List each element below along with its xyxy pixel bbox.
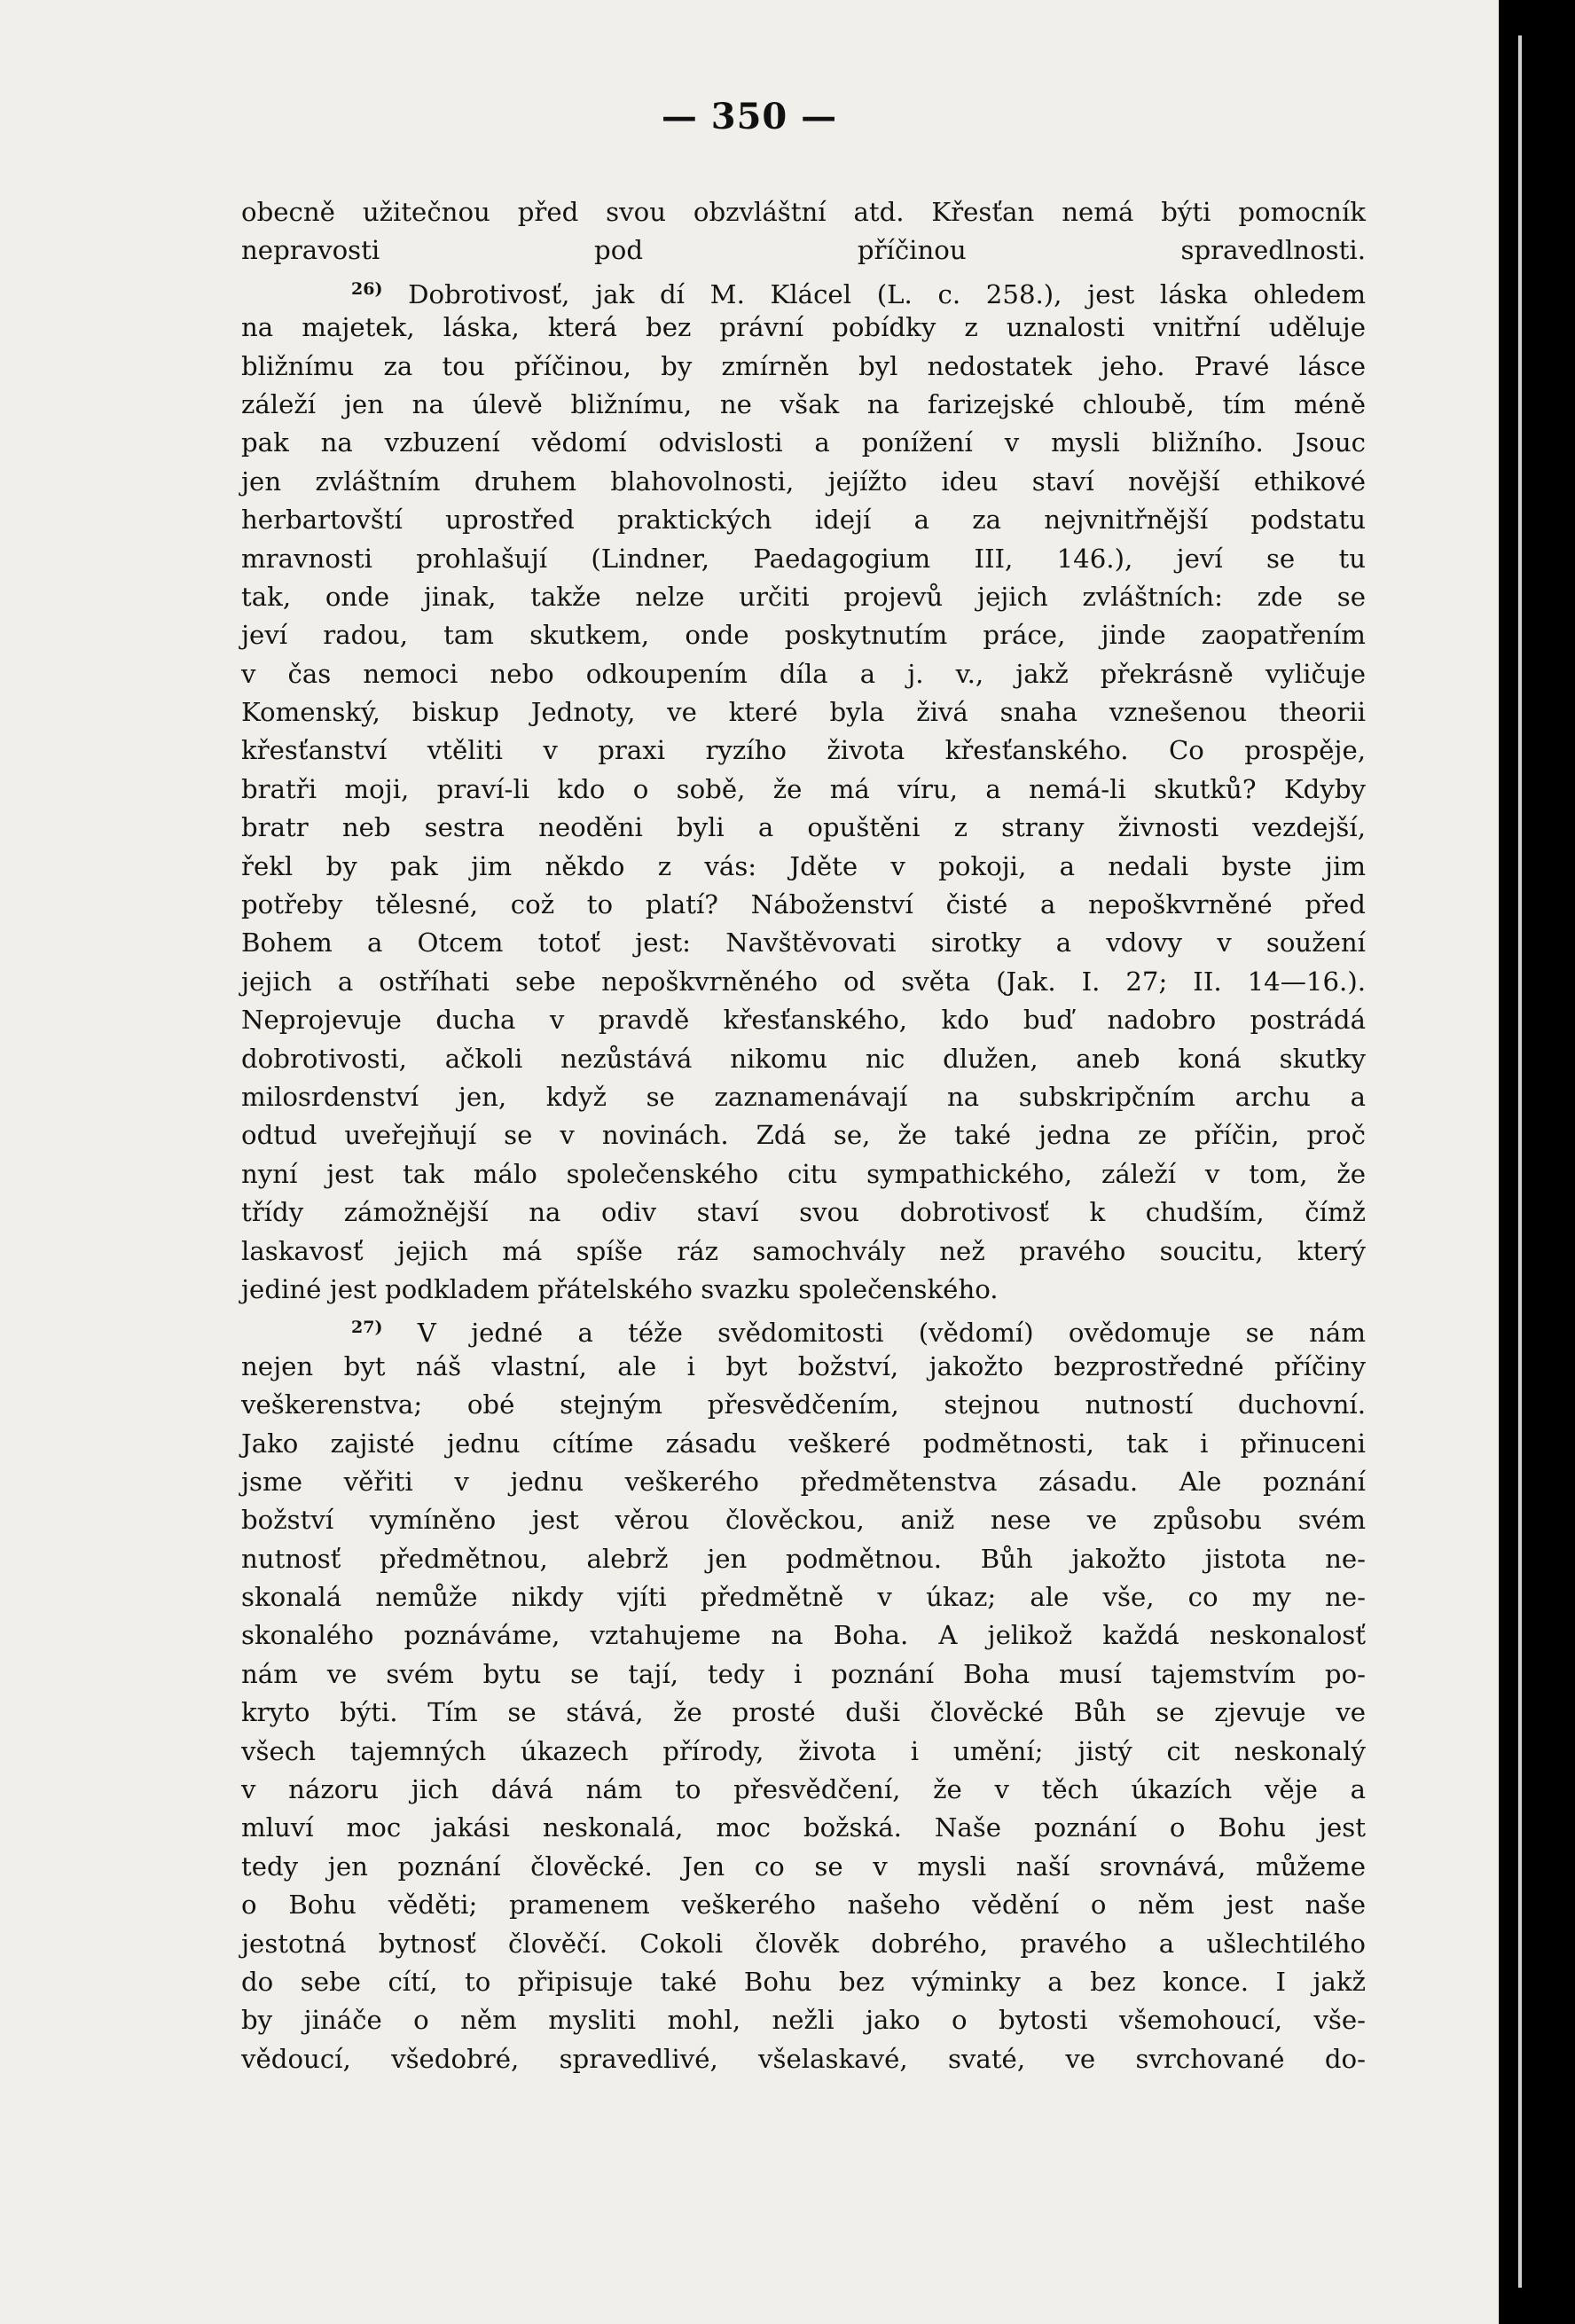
line-text: Neprojevuje ducha v pravdě křesťanského, kdo buď nadobro postrádá [241, 1005, 1366, 1036]
text-line [241, 1040, 1366, 1078]
line-text: bratr neb sestra neoděni byli a opuštěni z strany živnosti vezdejší, [241, 812, 1366, 843]
line-text: jejich a ostříhati sebe nepoškvrněného od světa (Jak. I. 27; II. 14—16.). [241, 966, 1366, 997]
line-text: by jináče o něm mysliti mohl, nežli jako o bytosti všemohoucí, vše- [241, 2005, 1366, 2036]
text-line [241, 1886, 1366, 1924]
line-text: skonalá nemůže nikdy vjíti předmětně v úkaz; ale vše, co my ne- [241, 1582, 1366, 1613]
line-text: veškerenstva; obé stejným přesvědčením, stejnou nutností duchovní. [241, 1389, 1366, 1420]
text-line [241, 1809, 1366, 1847]
text-line [241, 1271, 1366, 1309]
line-text: záleží jen na úlevě bližnímu, ne však na farizejské chloubě, tím méně [241, 388, 1366, 419]
text-line [241, 1232, 1366, 1271]
line-text: do sebe cítí, to připisuje také Bohu bez výminky a bez konce. I jakž [241, 1966, 1366, 1997]
text-line [241, 1116, 1366, 1154]
line-text: bližnímu za tou příčinou, by zmírněn byl nedostatek jeho. Pravé lásce [241, 350, 1366, 381]
text-line [241, 1463, 1366, 1501]
line-text: odtud uveřejňují se v novinách. Zdá se, že také jedna ze příčin, proč [241, 1120, 1366, 1151]
line-text: všech tajemných úkazech přírody, života i umění; jistý cit neskonalý [241, 1735, 1366, 1766]
line-text: o Bohu věděti; pramenem veškerého našeho vědění o něm jest naše [241, 1890, 1366, 1921]
line-text: nejen byt náš vlastní, ale i byt božství, jakožto bezprostředné příčiny [241, 1350, 1366, 1381]
text-line [241, 1155, 1366, 1193]
line-text: v čas nemoci nebo odkoupením díla a j. v., jakž překrásně vyličuje [241, 658, 1366, 689]
line-text: kryto býti. Tím se stává, že prosté duši člověcké Bůh se zjevuje ve [241, 1697, 1366, 1728]
text-line [241, 848, 1366, 886]
text-line [241, 1425, 1366, 1463]
line-text: laskavosť jejich má spíše ráz samochvály než pravého soucitu, který [241, 1235, 1366, 1266]
line-text: nepravosti pod příčinou spravedlnosti. [241, 235, 1366, 266]
text-line [241, 1848, 1366, 1886]
line-text: řekl by pak jim někdo z vás: Jděte v pokoji, a nedali byste jim [241, 850, 1366, 881]
line-text: Komenský, biskup Jednoty, ve které byla živá snaha vznešenou theorii [241, 697, 1366, 728]
line-text: vědoucí, všedobré, spravedlivé, všelaskavé, svaté, ve svrchované do- [241, 2043, 1366, 2074]
line-text: V jedné a téže svědomitosti (vědomí) ovědomuje se nám [382, 1318, 1366, 1349]
text-line [241, 231, 1366, 270]
line-text: jediné jest podkladem přátelského svazku společenského. [241, 1273, 999, 1304]
text-line [241, 655, 1366, 693]
scan-border [1499, 0, 1575, 2324]
line-text: nutnosť předmětnou, alebrž jen podmětnou. Bůh jakožto jistota ne- [241, 1543, 1366, 1574]
text-line [241, 348, 1366, 386]
text-line [241, 540, 1366, 578]
footnote-number: 27) [351, 1318, 383, 1338]
line-text: dobrotivosti, ačkoli nezůstává nikomu nic dlužen, aneb koná skutky [241, 1043, 1366, 1074]
line-text: skonalého poznáváme, vztahujeme na Boha. A jelikož každá neskonalosť [241, 1620, 1366, 1651]
text-line [241, 1963, 1366, 2001]
line-text: mravnosti prohlašují (Lindner, Paedagogium III, 146.), jeví se tu [241, 543, 1366, 574]
text-line [241, 1655, 1366, 1694]
text-line [241, 463, 1366, 501]
text-line [241, 2001, 1366, 2039]
text-line [241, 963, 1366, 1001]
footnote-start-line [241, 270, 1366, 309]
text-line [241, 1540, 1366, 1578]
text-line [241, 2040, 1366, 2078]
line-text: obecně užitečnou před svou obzvláštní atd. Křesťan nemá býti pomocník [241, 197, 1366, 227]
line-text: Jako zajisté jednu cítíme zásadu veškeré podmětnosti, tak i přinuceni [241, 1428, 1366, 1459]
text-line [241, 809, 1366, 847]
footnote-start-line [241, 1309, 1366, 1347]
text-line [241, 616, 1366, 654]
line-text: jeví radou, tam skutkem, onde poskytnutím práce, jinde zaopatřením [241, 620, 1366, 651]
text-line [241, 771, 1366, 809]
text-line [241, 1925, 1366, 1963]
page-text [241, 193, 1366, 2078]
line-text: nyní jest tak málo společenského citu sympathického, záleží v tom, že [241, 1158, 1366, 1189]
line-text: nám ve svém bytu se tají, tedy i poznání Boha musí tajemstvím po- [241, 1658, 1366, 1689]
text-line [241, 1193, 1366, 1232]
text-line [241, 424, 1366, 462]
text-line [241, 1348, 1366, 1386]
text-line [241, 193, 1366, 231]
line-text: božství vymíněno jest věrou člověckou, aniž nese ve způsobu svém [241, 1505, 1366, 1536]
text-line [241, 386, 1366, 424]
line-text: milosrdenství jen, když se zaznamenávají na subskripčním archu a [241, 1081, 1366, 1112]
text-line [241, 1771, 1366, 1809]
text-line [241, 1578, 1366, 1616]
page-number: — 350 — [661, 96, 838, 137]
footnote-number: 26) [351, 278, 383, 299]
line-text: pak na vzbuzení vědomí odvislosti a ponížení v mysli bližního. Jsouc [241, 427, 1366, 458]
text-line [241, 1386, 1366, 1424]
line-text: bratři moji, praví-li kdo o sobě, že má víru, a nemá-li skutků? Kdyby [241, 773, 1366, 804]
line-text: třídy zámožnější na odiv staví svou dobrotivosť k chudším, čímž [241, 1197, 1366, 1228]
text-line [241, 693, 1366, 732]
line-text: Dobrotivosť, jak dí M. Klácel (L. c. 258.), jest láska ohledem [382, 278, 1366, 309]
line-text: herbartovští uprostřed praktických idejí a za nejvnitřnější podstatu [241, 505, 1366, 536]
text-line [241, 1001, 1366, 1039]
text-line [241, 732, 1366, 770]
line-text: na majetek, láska, která bez právní pobídky z uznalosti vnitřní uděluje [241, 312, 1366, 343]
line-text: tedy jen poznání člověcké. Jen co se v mysli naší srovnává, můžeme [241, 1851, 1366, 1882]
text-line [241, 309, 1366, 347]
scan-edge-line [1518, 35, 1522, 2288]
line-text: Bohem a Otcem totoť jest: Navštěvovati sirotky a vdovy v soužení [241, 927, 1366, 959]
line-text: potřeby tělesné, což to platí? Náboženství čisté a nepoškvrněné před [241, 889, 1366, 920]
text-line [241, 578, 1366, 616]
text-line [241, 1694, 1366, 1732]
line-text: tak, onde jinak, takže nelze určiti projevů jejich zvláštních: zde se [241, 581, 1366, 612]
text-line [241, 1501, 1366, 1539]
text-line [241, 501, 1366, 539]
line-text: jestotná bytnosť člověčí. Cokoli člověk dobrého, pravého a ušlechtilého [241, 1928, 1366, 1959]
line-text: mluví moc jakási neskonalá, moc božská. Naše poznání o Bohu jest [241, 1812, 1366, 1843]
text-line [241, 1733, 1366, 1771]
text-line [241, 924, 1366, 962]
text-line [241, 1078, 1366, 1116]
line-text: jsme věřiti v jednu veškerého předmětenstva zásadu. Ale poznání [241, 1466, 1366, 1497]
line-text: jen zvláštním druhem blahovolnosti, jejížto ideu staví novější ethikové [241, 466, 1366, 497]
line-text: v názoru jich dává nám to přesvědčení, že v těch úkazích věje a [241, 1774, 1366, 1805]
text-line [241, 1616, 1366, 1655]
line-text: křesťanství vtěliti v praxi ryzího života křesťanského. Co prospěje, [241, 735, 1366, 766]
text-line [241, 886, 1366, 924]
